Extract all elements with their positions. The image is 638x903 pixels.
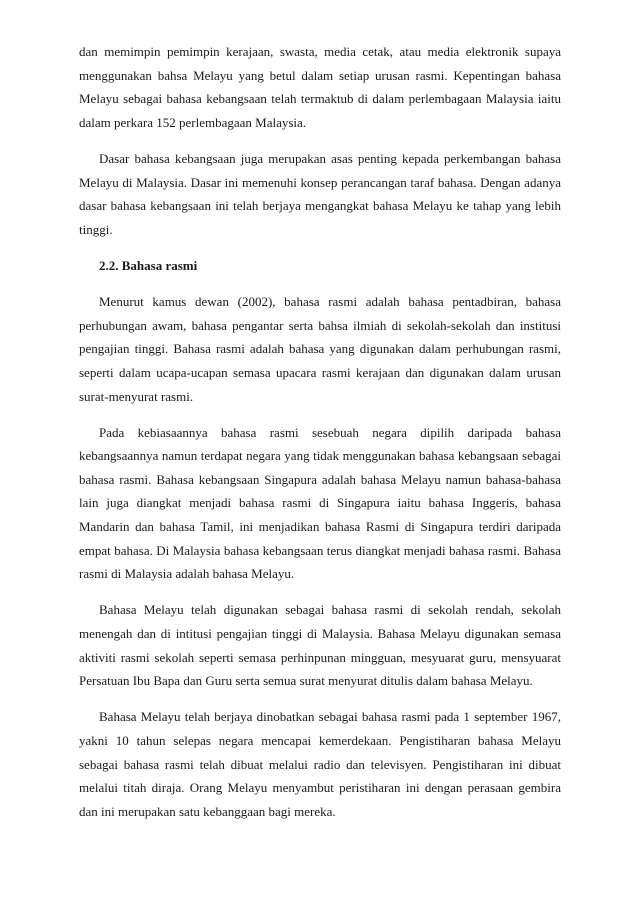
paragraph-singapura-example: Pada kebiasaannya bahasa rasmi sesebuah negara dipilih daripada bahasa kebangsaannya namun terdapat negara yang tidak menggunakan bahasa kebangsaan sebagai bahasa rasmi. Bahasa kebangsaan Singapura adalah bahasa Melayu namun bahasa-bahasa lain juga diangkat menjadi bahasa rasmi di Singapura iaitu bahasa Inggeris, bahasa Mandarin dan bahasa Tamil, ini menjadikan bahasa Rasmi di Singapura terdiri daripada empat bahasa. Di Malaysia bahasa kebangsaan terus diangkat menjadi bahasa rasmi. Bahasa rasmi di Malaysia adalah bahasa Melayu.: [79, 424, 561, 582]
paragraph-dasar-bahasa-kebangsaan: Dasar bahasa kebangsaan juga merupakan asas penting kepada perkembangan bahasa Melayu di Malaysia. Dasar ini memenuhi konsep perancangan taraf bahasa. Dengan adanya dasar bahasa kebangsaan ini telah berjaya mengangkat bahasa Melayu ke tahap yang lebih tinggi.: [79, 150, 561, 237]
paragraph-definition-bahasa-rasmi: Menurut kamus dewan (2002), bahasa rasmi adalah bahasa pentadbiran, bahasa perhubungan awam, bahasa pengantar serta bahsa ilmiah di sekolah-sekolah dan institusi pengajian tinggi. Bahasa rasmi adalah bahasa yang digunakan dalam perhubungan rasmi, seperti dalam ucapa-ucapan semasa upacara rasmi kerajaan dan digunakan dalam urusan surat-menyurat rasmi.: [79, 294, 561, 404]
document-page: [79, 40, 561, 836]
paragraph-declaration-1967: Bahasa Melayu telah berjaya dinobatkan sebagai bahasa rasmi pada 1 september 1967, yakni 10 tahun selepas negara mencapai kemerdekaan. Pengistiharan bahasa Melayu sebagai bahasa rasmi telah dibuat melalui radio dan televisyen. Pengistiharan ini dibuat melalui titah diraja. Orang Melayu menyambut peristiharan ini dengan perasaan gembira dan ini merupakan satu kebanggaan bagi mereka.: [79, 709, 561, 819]
paragraph-continuation: dan memimpin pemimpin kerajaan, swasta, media cetak, atau media elektronik supaya menggunakan bahsa Melayu yang betul dalam setiap urusan rasmi. Kepentingan bahasa Melayu sebagai bahasa kebangsaan telah termaktub di dalam perlembagaan Malaysia iaitu dalam perkara 152 perlembagaan Malaysia.: [79, 44, 561, 130]
section-heading-bahasa-rasmi: 2.2. Bahasa rasmi: [99, 257, 198, 273]
paragraph-usage-in-schools: Bahasa Melayu telah digunakan sebagai bahasa rasmi di sekolah rendah, sekolah menengah dan di intitusi pengajian tinggi di Malaysia. Bahasa Melayu digunakan semasa aktiviti rasmi sekolah seperti semasa perhinpunan mingguan, mesyuarat guru, mensyuarat Persatuan Ibu Bapa dan Guru serta semua surat menyurat ditulis dalam bahasa Melayu.: [79, 602, 561, 689]
